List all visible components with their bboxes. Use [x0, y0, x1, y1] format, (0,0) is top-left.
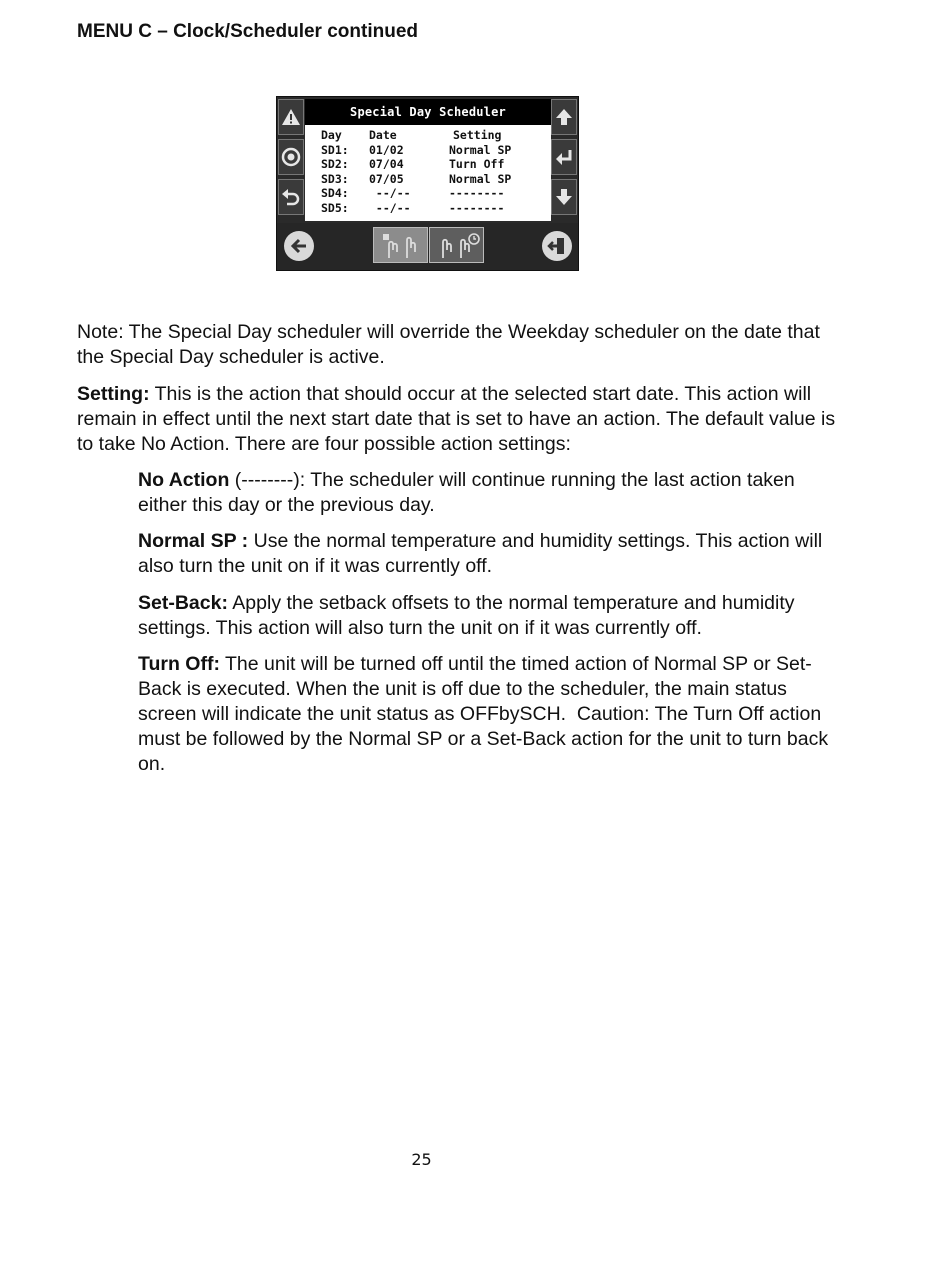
column-date: Date: [369, 128, 397, 142]
row-day: SD1:: [321, 142, 349, 157]
back-icon: [288, 235, 310, 257]
table-row[interactable]: [321, 172, 551, 187]
action-turn-off: [138, 652, 838, 777]
arrow-up-icon: [554, 107, 574, 127]
row-date: --/--: [369, 186, 411, 201]
target-icon: [281, 147, 301, 167]
action-label: No Action: [138, 469, 230, 491]
screen-title: Special Day Scheduler: [305, 99, 551, 125]
undo-button[interactable]: [278, 179, 304, 215]
row-day: SD3:: [321, 171, 349, 186]
warning-button[interactable]: [278, 99, 304, 135]
row-date: 07/04: [369, 157, 404, 172]
action-no-action: [138, 468, 838, 518]
gesture-time-button[interactable]: [429, 227, 484, 263]
gesture-lock-button[interactable]: [373, 227, 428, 263]
action-normal-sp: [138, 529, 838, 579]
row-date: 07/05: [369, 171, 404, 186]
action-text: Apply the setback offsets to the normal temperature and humidity settings. This action will also turn the unit on if it was currently off.: [138, 592, 795, 639]
action-text: (--------): The scheduler will continue running the last action taken either this day or the previous day.: [138, 469, 795, 516]
undo-icon: [281, 187, 301, 207]
gesture-lock-icon: [377, 230, 425, 260]
warning-icon: [281, 107, 301, 127]
row-setting: Normal SP: [449, 171, 512, 186]
table-row[interactable]: [321, 157, 551, 172]
enter-icon: [554, 147, 574, 167]
row-setting: Normal SP: [449, 142, 512, 157]
back-button[interactable]: [284, 231, 314, 261]
action-label: Set-Back:: [138, 592, 228, 614]
note-paragraph: Note: The Special Day scheduler will override the Weekday scheduler on the date that the Special Day scheduler is active.: [77, 321, 820, 368]
table-header: [321, 128, 551, 143]
row-setting: Turn Off: [449, 157, 505, 172]
column-setting: Setting: [453, 128, 502, 142]
bottom-toolbar: [277, 223, 578, 270]
left-button-column: [278, 99, 304, 221]
exit-button[interactable]: [542, 231, 572, 261]
right-button-column: [551, 99, 577, 221]
table-row[interactable]: [321, 186, 551, 201]
lcd-screen: [305, 99, 551, 221]
arrow-down-icon: [554, 187, 574, 207]
action-set-back: [138, 591, 838, 641]
column-day: Day: [321, 128, 342, 142]
page-number: 25: [411, 1150, 432, 1169]
scheduler-screen-image: [276, 96, 579, 271]
down-button[interactable]: [551, 179, 577, 215]
row-day: SD4:: [321, 186, 349, 201]
enter-button[interactable]: [551, 139, 577, 175]
action-text: Use the normal temperature and humidity settings. This action will also turn the unit on if it was currently off.: [138, 530, 823, 577]
row-setting: --------: [449, 186, 505, 201]
row-day: SD5:: [321, 200, 349, 215]
section-heading: MENU C – Clock/Scheduler continued: [77, 21, 418, 42]
action-label: Normal SP :: [138, 530, 249, 552]
exit-icon: [546, 235, 568, 257]
action-text: The unit will be turned off until the timed action of Normal SP or Set-Back is executed. When the unit is off due to the scheduler, the main status screen will indicate the unit status as OFFbySCH. Caution: The Turn Off action must be followed by the Normal SP or a Set-Back action for the unit to turn back on.: [138, 653, 834, 775]
schedule-table: [321, 128, 551, 216]
setting-text: This is the action that should occur at the selected start date. This action will remain in effect until the next start date that is set to have an action. The default value is to take No Action. There are four possible action settings:: [77, 383, 836, 455]
gesture-time-icon: [433, 230, 481, 260]
action-label: Turn Off:: [138, 653, 220, 675]
row-date: 01/02: [369, 142, 404, 157]
up-button[interactable]: [551, 99, 577, 135]
table-row[interactable]: [321, 201, 551, 216]
row-day: SD2:: [321, 157, 349, 172]
target-button[interactable]: [278, 139, 304, 175]
setting-paragraph: [77, 382, 837, 457]
row-date: --/--: [369, 200, 411, 215]
row-setting: --------: [449, 200, 505, 215]
setting-label: Setting:: [77, 383, 150, 405]
table-row[interactable]: [321, 143, 551, 158]
